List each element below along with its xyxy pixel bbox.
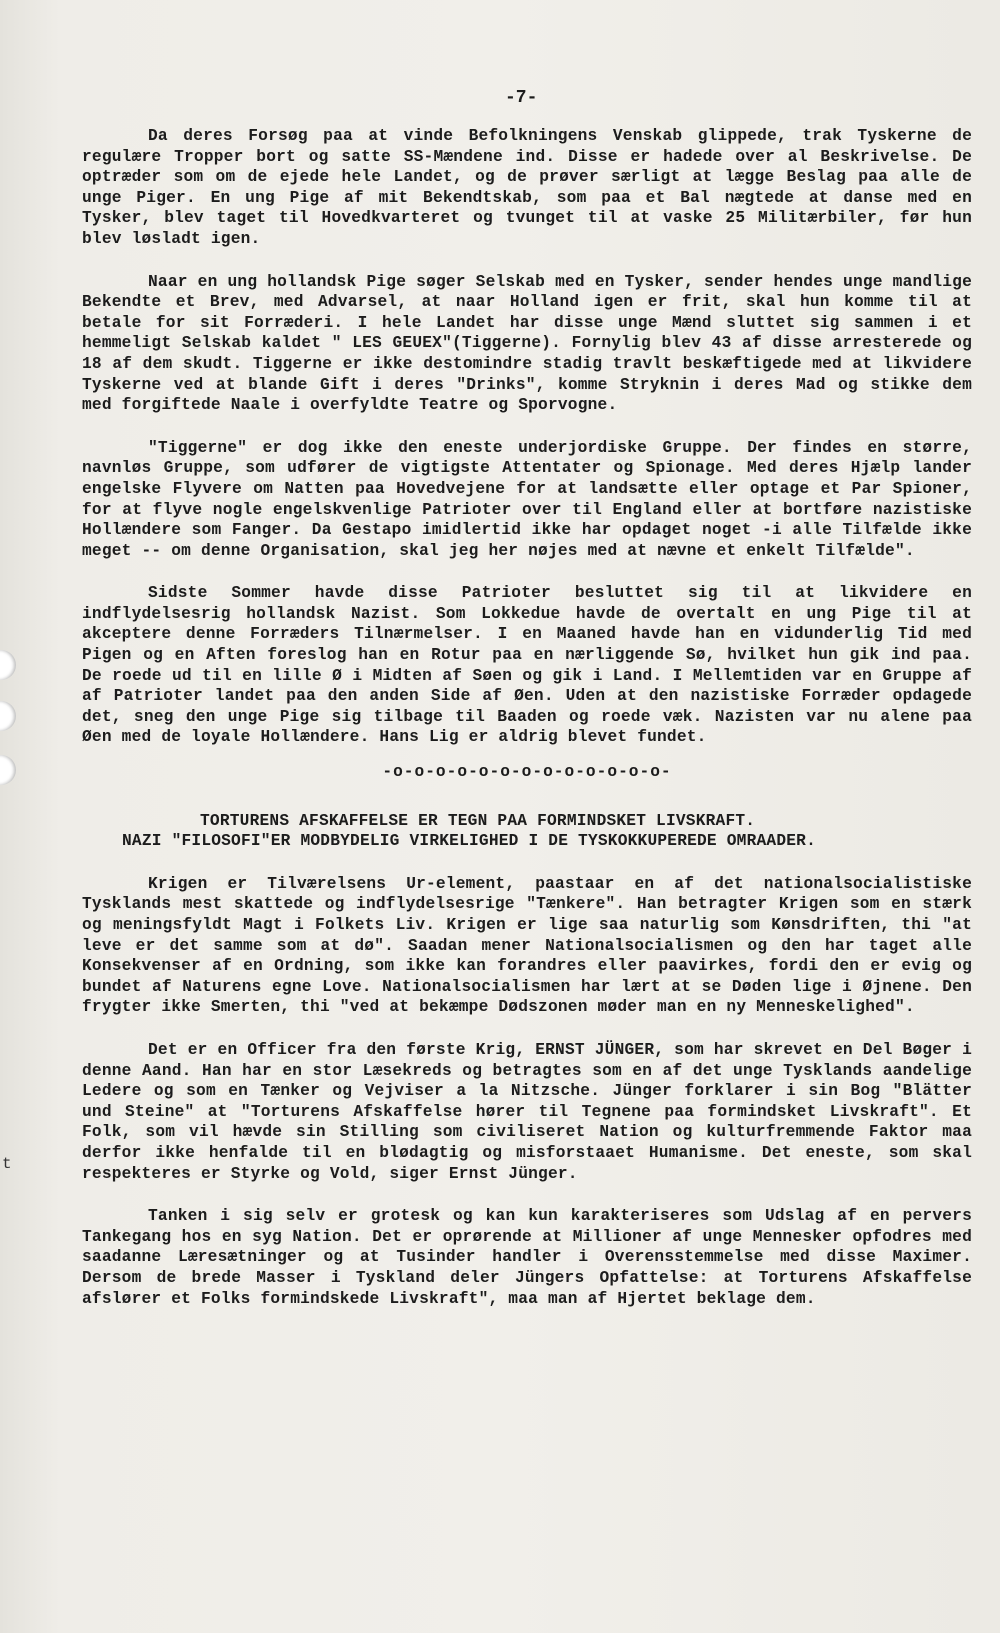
paragraph: Det er en Officer fra den første Krig, ERNST JÜNGER, som har skrevet en Del Bøger i denne Aand. Han har en stor Læsekreds og betragtes som en af det unge Tysklands aandelige Ledere og som en Tænker og Vejviser a la Nitzsche. Jünger forklarer i sin Bog "Blätter und Steine" at "Torturens Afskaffelse hører til Tegnene paa formindsket Livskraft". Et Folk, som vil hævde sin Stilling som civiliseret Nation og kulturfremmende Faktor maa derfor ikke henfalde til en blødagtig og misforstaaet Humanisme. Det eneste, som skal respekteres er Styrke og Vold, siger Ernst Jünger.	[82, 1040, 972, 1183]
paragraph: "Tiggerne" er dog ikke den eneste underjordiske Gruppe. Der findes en større, navnløs Gruppe, som udfører de vigtigste Attentater og Spionage. Med deres Hjælp lander engelske Flyvere om Natten paa Hovedvejene for at landsætte eller optage et Par Spioner, for at flyve nogle engelskvenlige Patrioter over til England eller at bortføre nazistiske Hollændere som Fanger. Da Gestapo imidlertid ikke har opdaget noget -i alle Tilfælde ikke meget -- om denne Organisation, skal jeg her nøjes med at nævne et enkelt Tilfælde".	[82, 438, 972, 560]
paragraph: Naar en ung hollandsk Pige søger Selskab med en Tysker, sender hendes unge mandlige Bekendte et Brev, med Advarsel, at naar Holland igen er frit, skal hun komme til at betale for sit Forræderi. I hele Landet har disse unge Mænd sluttet sig sammen i et hemmeligt Selskab kaldet " LES GEUEX"(Tiggerne). Fornylig blev 43 af disse arresterede og 18 af dem skudt. Tiggerne er ikke destomindre stadig travlt beskæftigede med at likvidere Tyskerne ved at blande Gift i deres "Drinks", komme Stryknin i deres Mad og stikke dem med forgiftede Naale i overfyldte Teatre og Sporvogne.	[82, 272, 972, 415]
punch-hole	[0, 755, 16, 785]
page-number: -7-	[505, 88, 538, 108]
heading-line-2: NAZI "FILOSOFI"ER MODBYDELIG VIRKELIGHED I DE TYSKOKKUPEREDE OMRAADER.	[122, 832, 816, 851]
section-heading	[82, 811, 972, 852]
document-body	[82, 126, 972, 1331]
paragraph: Tanken i sig selv er grotesk og kan kun karakteriseres som Udslag af en pervers Tankegang hos en syg Nation. Det er oprørende at Millioner af unge Mennesker opfodres med saadanne Læresætninger og at Tusinder handler i Overensstemmelse med disse Maximer. Dersom de brede Masser i Tyskland deler Jüngers Opfattelse: at Torturens Afskaffelse afslører et Folks formindskede Livskraft", maa man af Hjertet beklage dem.	[82, 1207, 972, 1308]
paragraph: Da deres Forsøg paa at vinde Befolkningens Venskab glippede, trak Tyskerne de regulære Tropper bort og satte SS-Mændene ind. Disse er hadede over al Beskrivelse. De optræder som om de ejede hele Landet, og de prøver særligt at lægge Beslag paa alle de unge Piger. En ung Pige af mit Bekendtskab, som paa et Bal nægtede at danse med en Tysker, blev taget til Hovedkvarteret og tvunget til at vaske 25 Militærbiler, før hun blev løsladt igen.	[82, 127, 972, 248]
paragraph: Krigen er Tilværelsens Ur-element, paastaar en af det nationalsocialistiske Tysklands mest skattede og indflydelsesrige "Tænkere". Han betragter Krigen som en stærk og meningsfyldt Magt i Folkets Liv. Krigen er lige saa naturlig som Kønsdriften, thi "at leve er det samme som at dø". Saadan mener Nationalsocialismen og den har taget alle Konsekvenser af en Ordning, som ikke kan forandres eller paavirkes, fordi den er evig og bundet af Naturens egne Love. Nationalsocialismen har lært at se Døden lige i Øjnene. Den frygter ikke Smerten, thi "ved at bekæmpe Dødszonen møder man en ny Menneskelighed".	[82, 874, 972, 1017]
punch-hole	[0, 701, 16, 731]
punch-hole	[0, 650, 16, 680]
heading-line-1: TORTURENS AFSKAFFELSE ER TEGN PAA FORMINDSKET LIVSKRAFT.	[200, 811, 756, 830]
margin-mark: t	[2, 1155, 12, 1173]
separator-line: -o-o-o-o-o-o-o-o-o-o-o-o-o-	[382, 763, 672, 782]
paragraph: Sidste Sommer havde disse Patrioter besluttet sig til at likvidere en indflydelsesrig hollandsk Nazist. Som Lokkedue havde de overtalt en ung Pige til at akceptere denne Forræders Tilnærmelser. I en Maaned havde han en vidunderlig Tid med Pigen og en Aften foreslog han en Rotur paa en nærliggende Sø, hvilket hun gik ind paa. De roede ud til en lille Ø i Midten af Søen og gik i Land. I Mellemtiden var en Gruppe af af Patrioter landet paa den anden Side af Øen. Uden at den nazistiske Forræder opdagede det, sneg den unge Pige sig tilbage til Baaden og roede væk. Nazisten var nu alene paa Øen med de loyale Hollændere. Hans Lig er aldrig blevet fundet.	[82, 584, 972, 747]
